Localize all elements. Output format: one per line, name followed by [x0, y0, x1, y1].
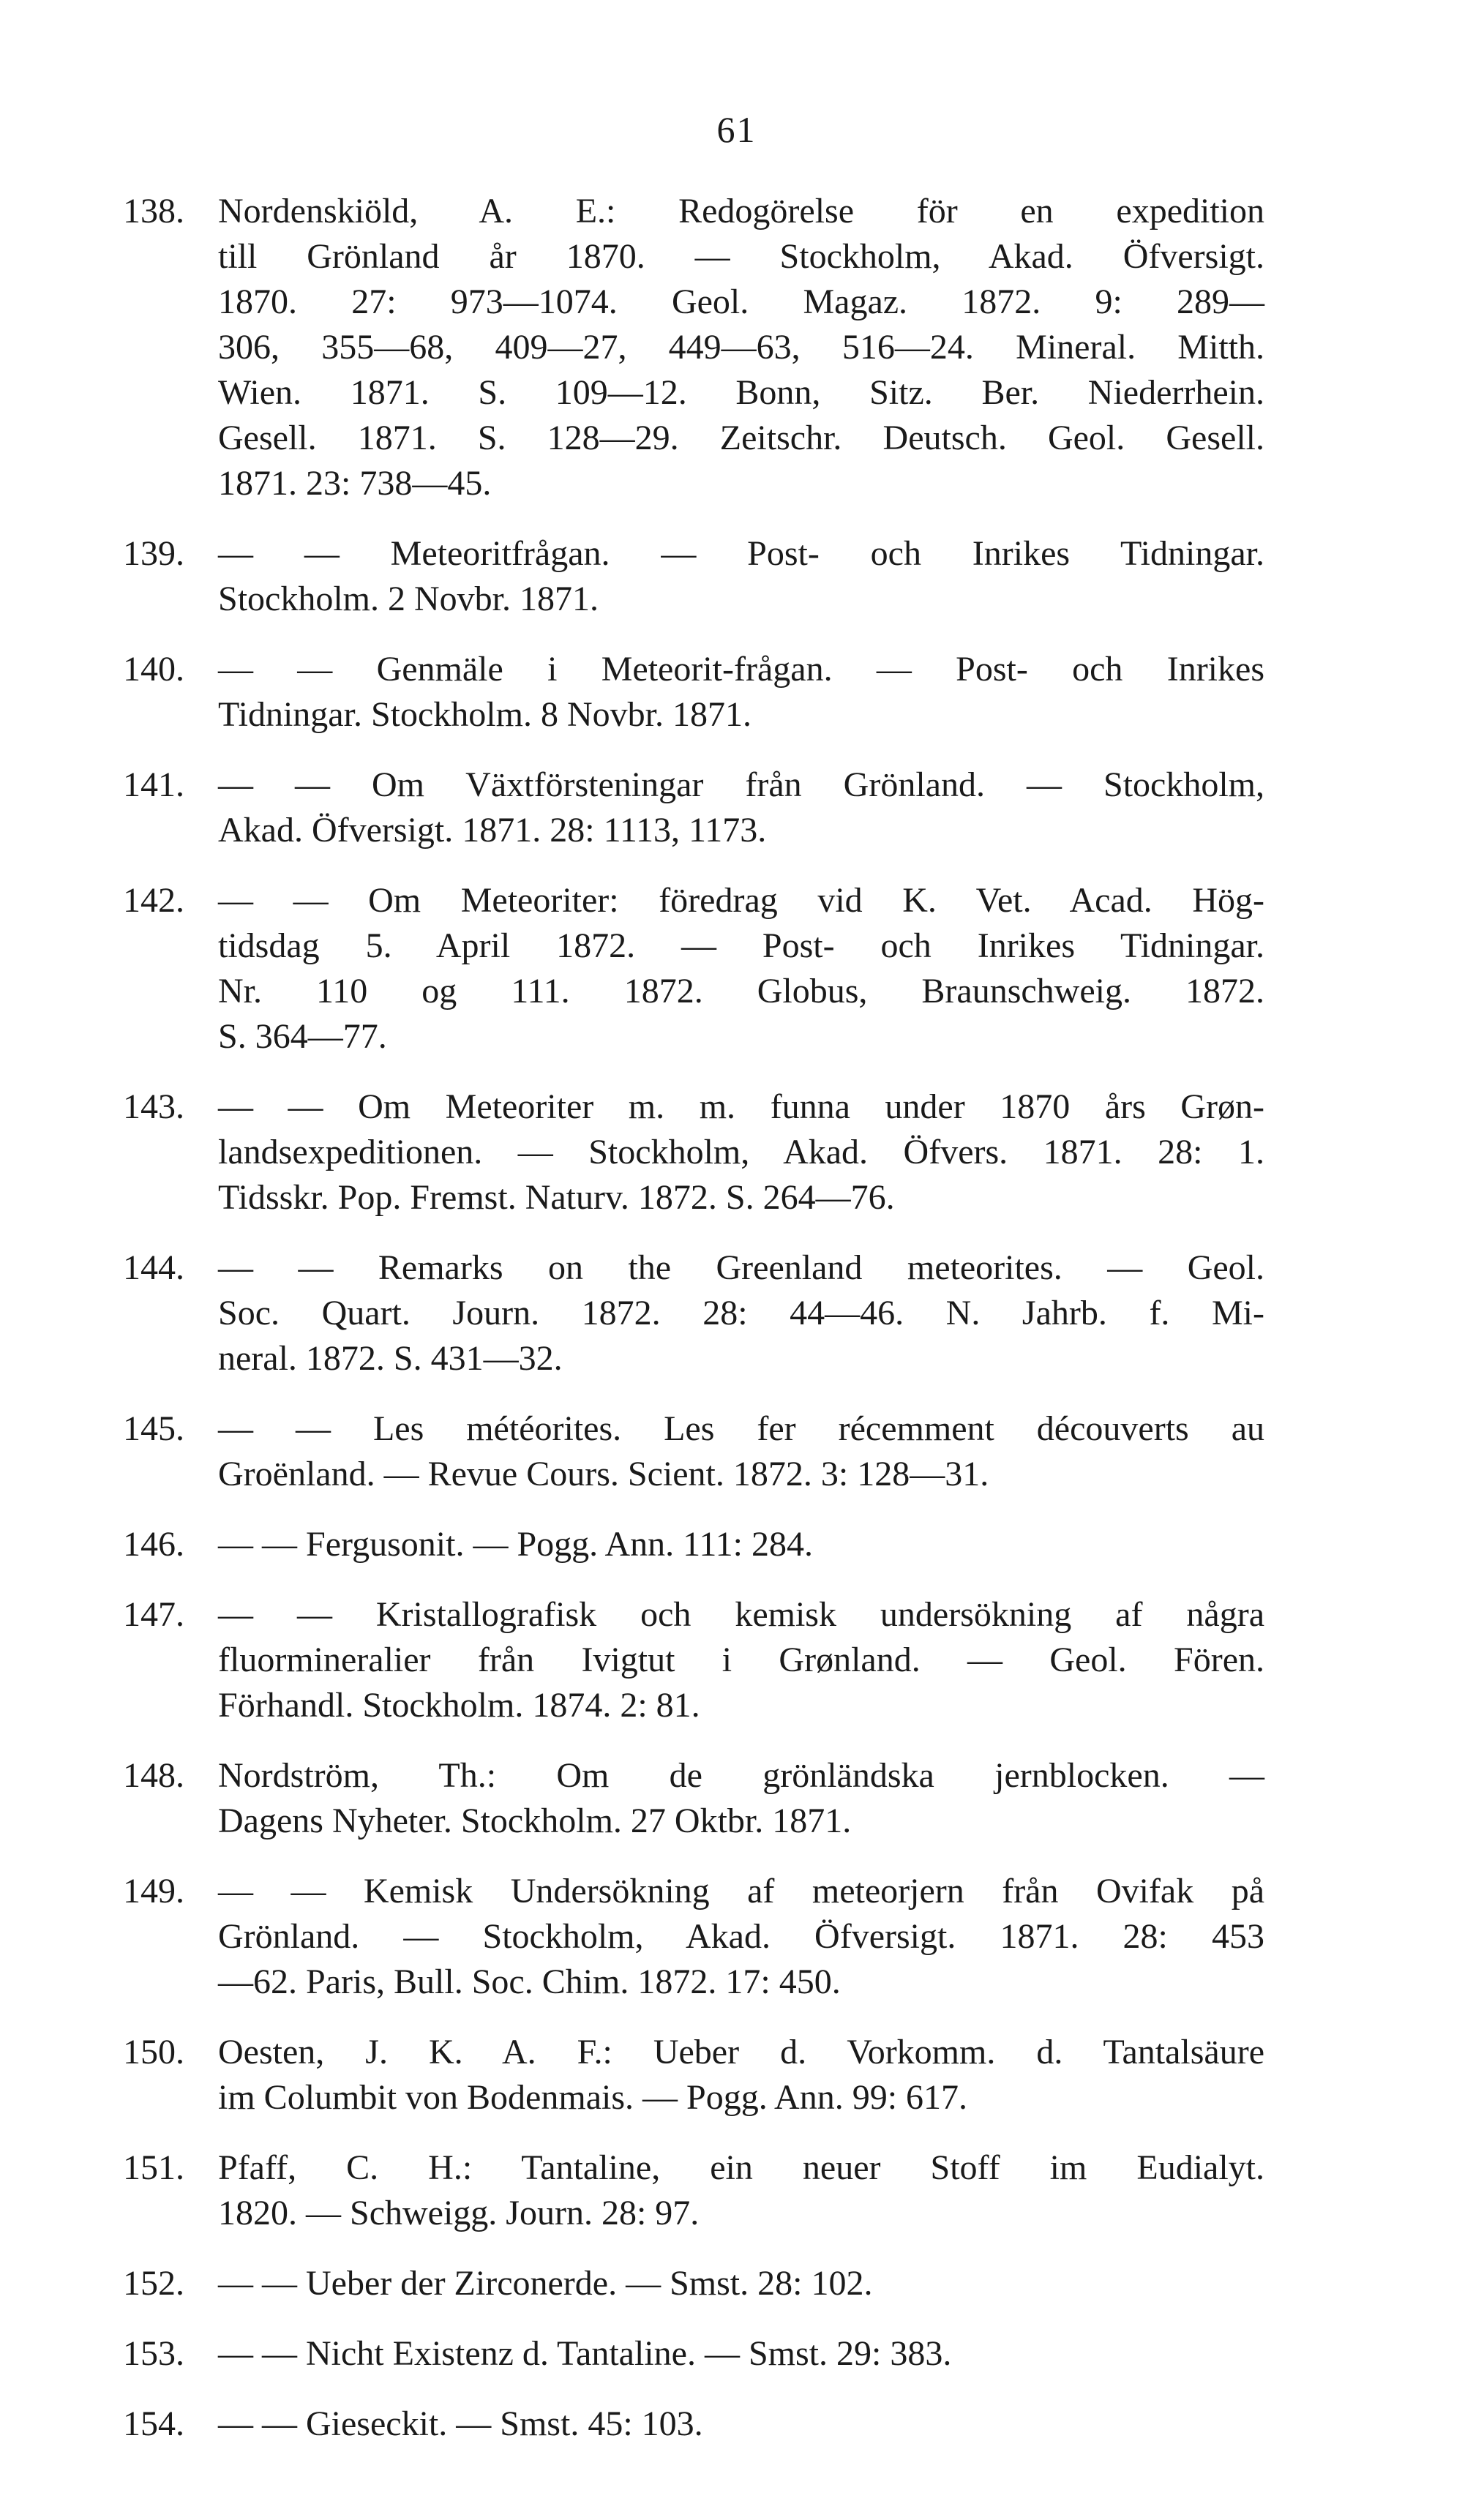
entry-line: — — Om Meteoriter m. m. funna under 1870 års Grøn- [218, 1087, 1264, 1126]
entry-number: 144. [123, 1248, 184, 1287]
bibliography-entry [123, 1753, 1264, 1844]
entry-number: 146. [123, 1525, 184, 1564]
entry-text [218, 762, 1264, 853]
bibliography-entry [123, 762, 1264, 853]
entry-line: —62. Paris, Bull. Soc. Chim. 1872. 17: 450. [218, 1962, 841, 2001]
entry-line: — — Fergusonit. — Pogg. Ann. 111: 284. [218, 1525, 813, 1564]
entry-line: — — Kemisk Undersökning af meteorjern från Ovifak på [218, 1872, 1264, 1910]
bibliography-entry [123, 189, 1264, 506]
entry-line: 1820. — Schweigg. Journ. 28: 97. [218, 2194, 700, 2232]
entry-text [218, 189, 1264, 506]
entry-line: Dagens Nyheter. Stockholm. 27 Oktbr. 1871. [218, 1801, 852, 1840]
entry-number: 140. [123, 650, 184, 689]
entry-line: till Grönland år 1870. — Stockholm, Akad. Öfversigt. [218, 237, 1264, 276]
entry-number: 147. [123, 1595, 184, 1634]
entry-number: 142. [123, 881, 184, 920]
entry-line: — — Kristallografisk och kemisk undersökning af några [218, 1595, 1264, 1634]
entry-text [218, 1869, 1264, 2005]
entry-number: 152. [123, 2264, 184, 2303]
entry-line: Nordström, Th.: Om de grönländska jernblocken. — [218, 1756, 1264, 1795]
entry-number: 150. [123, 2033, 184, 2071]
entry-text [218, 1084, 1264, 1220]
entry-number: 153. [123, 2334, 184, 2373]
entry-line: Gesell. 1871. S. 128—29. Zeitschr. Deutsch. Geol. Gesell. [218, 419, 1264, 457]
bibliography-entry [123, 1245, 1264, 1381]
entry-line: tidsdag 5. April 1872. — Post- och Inrikes Tidningar. [218, 926, 1264, 965]
entry-text [218, 2145, 1264, 2236]
bibliography-entry [123, 2030, 1264, 2120]
bibliography-entry [123, 2331, 1264, 2377]
entry-number: 151. [123, 2148, 184, 2187]
entry-number: 148. [123, 1756, 184, 1795]
bibliography-entry [123, 1869, 1264, 2005]
entry-text [218, 531, 1264, 622]
entry-number: 143. [123, 1087, 184, 1126]
entry-text [218, 1592, 1264, 1728]
entry-text [218, 2331, 1264, 2377]
entry-line: Groënland. — Revue Cours. Scient. 1872. 3: 128—31. [218, 1455, 989, 1493]
bibliography-list [123, 189, 1264, 2472]
bibliography-entry [123, 1406, 1264, 1497]
entry-line: — — Om Meteoriter: föredrag vid K. Vet. Acad. Hög- [218, 881, 1264, 920]
entry-number: 138. [123, 192, 184, 230]
entry-line: Förhandl. Stockholm. 1874. 2: 81. [218, 1686, 700, 1725]
bibliography-entry [123, 2145, 1264, 2236]
entry-line: Tidningar. Stockholm. 8 Novbr. 1871. [218, 695, 752, 734]
entry-text [218, 1245, 1264, 1381]
bibliography-entry [123, 2401, 1264, 2447]
entry-line: landsexpeditionen. — Stockholm, Akad. Öfvers. 1871. 28: 1. [218, 1133, 1264, 1171]
entry-line: — — Gieseckit. — Smst. 45: 103. [218, 2404, 703, 2443]
entry-line: Wien. 1871. S. 109—12. Bonn, Sitz. Ber. Niederrhein. [218, 373, 1264, 412]
entry-line: Grönland. — Stockholm, Akad. Öfversigt. 1871. 28: 453 [218, 1917, 1264, 1956]
bibliography-entry [123, 1084, 1264, 1220]
page-number: 61 [716, 109, 757, 150]
entry-line: Pfaff, C. H.: Tantaline, ein neuer Stoff im Eudialyt. [218, 2148, 1264, 2187]
entry-line: 1870. 27: 973—1074. Geol. Magaz. 1872. 9: 289— [218, 282, 1264, 321]
entry-line: S. 364—77. [218, 1017, 387, 1056]
entry-line: 1871. 23: 738—45. [218, 464, 492, 503]
entry-text [218, 878, 1264, 1060]
entry-number: 139. [123, 534, 184, 573]
bibliography-entry [123, 1592, 1264, 1728]
entry-line: — — Remarks on the Greenland meteorites. — Geol. [218, 1248, 1264, 1287]
entry-line: — — Genmäle i Meteorit-frågan. — Post- och Inrikes [218, 650, 1264, 689]
entry-text [218, 1522, 1264, 1567]
entry-text [218, 2030, 1264, 2120]
entry-number: 149. [123, 1872, 184, 1910]
entry-number: 145. [123, 1409, 184, 1448]
entry-number: 154. [123, 2404, 184, 2443]
entry-line: Oesten, J. K. A. F.: Ueber d. Vorkomm. d. Tantalsäure [218, 2033, 1264, 2071]
entry-text [218, 1753, 1264, 1844]
entry-line: — — Les météorites. Les fer récemment découverts au [218, 1409, 1264, 1448]
bibliography-entry [123, 2261, 1264, 2306]
entry-text [218, 647, 1264, 738]
entry-text [218, 2261, 1264, 2306]
entry-line: Akad. Öfversigt. 1871. 28: 1113, 1173. [218, 811, 767, 850]
entry-line: Soc. Quart. Journ. 1872. 28: 44—46. N. Jahrb. f. Mi- [218, 1294, 1264, 1332]
entry-line: — — Meteoritfrågan. — Post- och Inrikes Tidningar. [218, 534, 1264, 573]
entry-line: Nr. 110 og 111. 1872. Globus, Braunschweig. 1872. [218, 972, 1264, 1010]
entry-line: Nordenskiöld, A. E.: Redogörelse för en expedition [218, 192, 1264, 230]
bibliography-entry [123, 878, 1264, 1060]
entry-text [218, 2401, 1264, 2447]
bibliography-entry [123, 531, 1264, 622]
entry-line: im Columbit von Bodenmais. — Pogg. Ann. 99: 617. [218, 2078, 968, 2117]
entry-line: Tidsskr. Pop. Fremst. Naturv. 1872. S. 264—76. [218, 1178, 895, 1217]
entry-line: — — Om Växtförsteningar från Grönland. — Stockholm, [218, 765, 1264, 804]
entry-number: 141. [123, 765, 184, 804]
entry-line: 306, 355—68, 409—27, 449—63, 516—24. Mineral. Mitth. [218, 328, 1264, 367]
bibliography-entry [123, 1522, 1264, 1567]
entry-line: — — Ueber der Zirconerde. — Smst. 28: 102. [218, 2264, 873, 2303]
entry-line: neral. 1872. S. 431—32. [218, 1339, 563, 1378]
entry-line: Stockholm. 2 Novbr. 1871. [218, 580, 599, 618]
bibliography-entry [123, 647, 1264, 738]
entry-line: — — Nicht Existenz d. Tantaline. — Smst. 29: 383. [218, 2334, 952, 2373]
entry-line: fluormineralier från Ivigtut i Grønland. — Geol. Fören. [218, 1640, 1264, 1679]
entry-text [218, 1406, 1264, 1497]
